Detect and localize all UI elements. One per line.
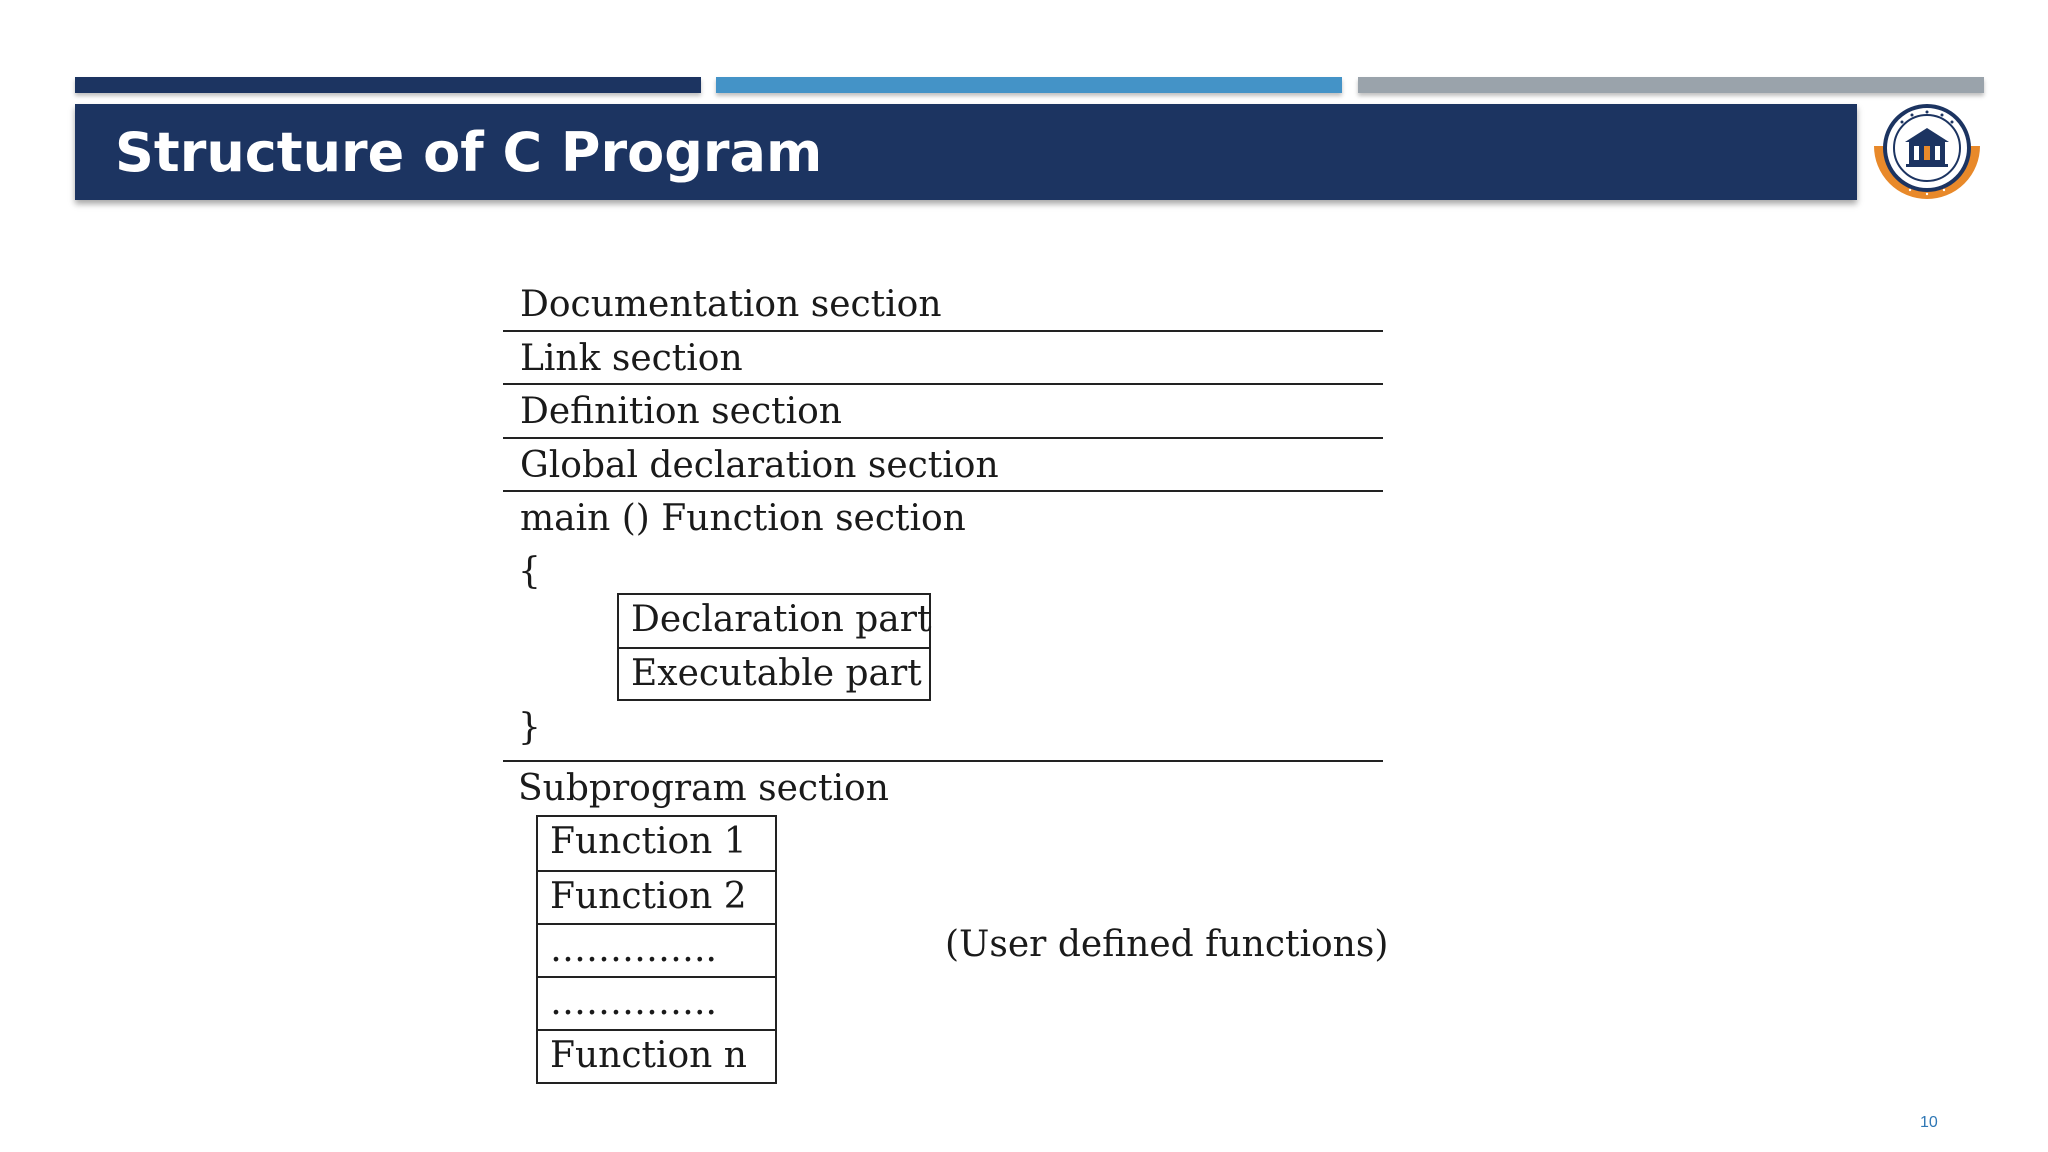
function-row: ………….. [538,923,775,976]
function-row: ………….. [538,976,775,1029]
close-brace: } [518,707,541,748]
divider-line [503,383,1383,385]
divider-line [503,490,1383,492]
function-row: Function 2 [538,870,775,923]
declaration-part: Declaration part [631,599,932,640]
section-main-function: main () Function section [520,498,966,539]
page-number: 10 [1920,1114,1938,1131]
slide-title: Structure of C Program [115,120,823,184]
function-row: Function n [538,1029,775,1082]
section-subprogram: Subprogram section [518,768,889,809]
open-brace: { [518,551,541,592]
section-global-declaration: Global declaration section [520,445,999,486]
functions-note: (User defined functions) [945,924,1389,965]
executable-part: Executable part [619,647,929,699]
section-link: Link section [520,338,743,379]
functions-box [536,815,777,1084]
section-definition: Definition section [520,391,842,432]
divider-line [503,760,1383,762]
function-row: Function 1 [550,821,747,862]
divider-line [503,437,1383,439]
divider-line [503,330,1383,332]
main-parts-box [617,593,931,701]
section-documentation: Documentation section [520,284,942,325]
